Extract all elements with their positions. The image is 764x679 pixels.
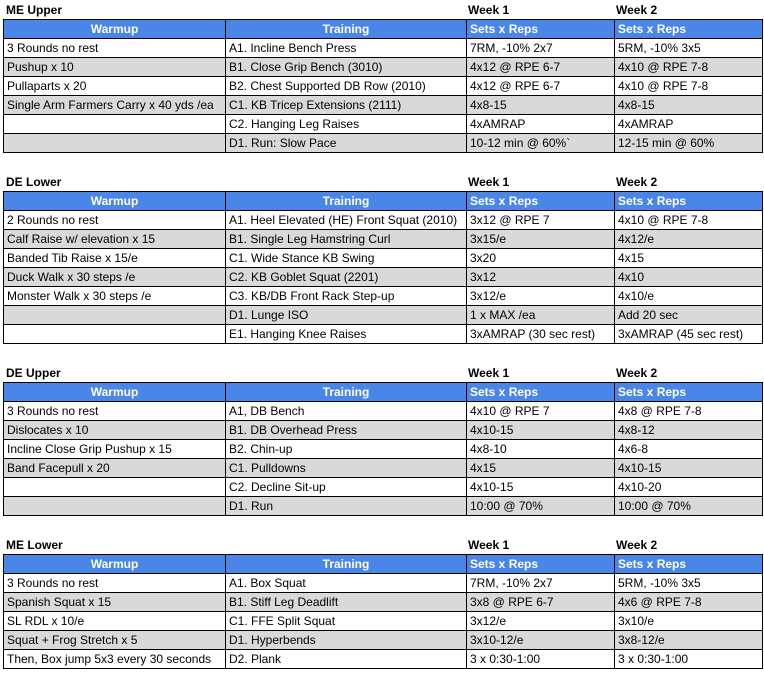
week1-cell: 7RM, -10% 2x7 — [467, 39, 615, 58]
week2-cell: 4x10 — [615, 268, 763, 287]
table-row — [4, 268, 763, 287]
week1-label: Week 1 — [468, 175, 510, 189]
block-header-row — [3, 363, 762, 382]
warmup-cell: Duck Walk x 30 steps /e — [4, 268, 226, 287]
block-spacer — [3, 153, 762, 172]
sets-header-week2: Sets x Reps — [615, 555, 763, 574]
training-table — [3, 19, 763, 153]
week1-cell: 4x10-15 — [467, 478, 615, 497]
block-spacer — [3, 516, 762, 535]
table-header-row — [4, 192, 763, 211]
table-row — [4, 96, 763, 115]
training-cell: C1. Pulldowns — [226, 459, 467, 478]
training-cell: A1. Heel Elevated (HE) Front Squat (2010) — [226, 211, 467, 230]
week1-cell: 3x20 — [467, 249, 615, 268]
training-table — [3, 191, 763, 344]
week2-cell: 3 x 0:30-1:00 — [615, 650, 763, 669]
sets-header-week1: Sets x Reps — [467, 20, 615, 39]
week1-cell: 4x10 @ RPE 7 — [467, 402, 615, 421]
warmup-cell — [4, 306, 226, 325]
training-cell: B1. Close Grip Bench (3010) — [226, 58, 467, 77]
table-row — [4, 631, 763, 650]
training-table — [3, 382, 763, 516]
table-row — [4, 230, 763, 249]
table-row — [4, 77, 763, 96]
workout-sheet — [3, 0, 762, 669]
sets-header-week2: Sets x Reps — [615, 20, 763, 39]
week2-cell: 4x10 @ RPE 7-8 — [615, 58, 763, 77]
table-row — [4, 440, 763, 459]
week2-label: Week 2 — [616, 366, 658, 380]
block-de-upper — [3, 363, 762, 516]
table-row — [4, 421, 763, 440]
week2-cell: Add 20 sec — [615, 306, 763, 325]
warmup-cell: Pushup x 10 — [4, 58, 226, 77]
table-header-row — [4, 20, 763, 39]
warmup-cell — [4, 115, 226, 134]
week1-cell: 4x8-10 — [467, 440, 615, 459]
table-row — [4, 249, 763, 268]
week1-cell: 4x12 @ RPE 6-7 — [467, 77, 615, 96]
week2-cell: 4x10 @ RPE 7-8 — [615, 211, 763, 230]
warmup-cell — [4, 478, 226, 497]
training-cell: A1, DB Bench — [226, 402, 467, 421]
warmup-cell: Dislocates x 10 — [4, 421, 226, 440]
table-row — [4, 287, 763, 306]
block-title: ME Upper — [6, 3, 63, 17]
training-cell: B1. Single Leg Hamstring Curl — [226, 230, 467, 249]
table-header-row — [4, 555, 763, 574]
training-cell: C2. Hanging Leg Raises — [226, 115, 467, 134]
training-cell: C1. FFE Split Squat — [226, 612, 467, 631]
week2-cell: 12-15 min @ 60% — [615, 134, 763, 153]
week2-label: Week 2 — [616, 538, 658, 552]
training-cell: C2. KB Goblet Squat (2201) — [226, 268, 467, 287]
warmup-cell — [4, 134, 226, 153]
training-header: Training — [226, 383, 467, 402]
week2-cell: 4x8 @ RPE 7-8 — [615, 402, 763, 421]
table-row — [4, 211, 763, 230]
training-cell: D1. Hyperbends — [226, 631, 467, 650]
table-header-row — [4, 383, 763, 402]
week1-cell: 3x15/e — [467, 230, 615, 249]
training-header: Training — [226, 20, 467, 39]
week1-cell: 3x12/e — [467, 612, 615, 631]
table-row — [4, 115, 763, 134]
table-row — [4, 39, 763, 58]
warmup-cell — [4, 325, 226, 344]
week1-cell: 4x15 — [467, 459, 615, 478]
block-title: DE Upper — [6, 366, 61, 380]
training-cell: D1. Lunge ISO — [226, 306, 467, 325]
warmup-cell: Band Facepull x 20 — [4, 459, 226, 478]
warmup-cell: Calf Raise w/ elevation x 15 — [4, 230, 226, 249]
week1-cell: 4x12 @ RPE 6-7 — [467, 58, 615, 77]
table-row — [4, 574, 763, 593]
sets-header-week2: Sets x Reps — [615, 192, 763, 211]
training-cell: D1. Run: Slow Pace — [226, 134, 467, 153]
training-cell: A1. Incline Bench Press — [226, 39, 467, 58]
week1-cell: 4x10-15 — [467, 421, 615, 440]
week1-cell: 10-12 min @ 60%` — [467, 134, 615, 153]
block-header-row — [3, 535, 762, 554]
table-row — [4, 58, 763, 77]
week1-label: Week 1 — [468, 366, 510, 380]
training-cell: C2. Decline Sit-up — [226, 478, 467, 497]
week2-cell: 4xAMRAP — [615, 115, 763, 134]
training-cell: B2. Chin-up — [226, 440, 467, 459]
week2-cell: 4x15 — [615, 249, 763, 268]
table-row — [4, 650, 763, 669]
week1-cell: 1 x MAX /ea — [467, 306, 615, 325]
table-row — [4, 134, 763, 153]
training-cell: C1. Wide Stance KB Swing — [226, 249, 467, 268]
training-header: Training — [226, 192, 467, 211]
table-row — [4, 612, 763, 631]
week1-cell: 7RM, -10% 2x7 — [467, 574, 615, 593]
warmup-cell: 3 Rounds no rest — [4, 39, 226, 58]
warmup-header: Warmup — [4, 192, 226, 211]
week2-cell: 4x10-20 — [615, 478, 763, 497]
table-row — [4, 478, 763, 497]
week2-cell: 3xAMRAP (45 sec rest) — [615, 325, 763, 344]
week2-cell: 4x8-12 — [615, 421, 763, 440]
warmup-header: Warmup — [4, 555, 226, 574]
week1-cell: 3x10-12/e — [467, 631, 615, 650]
warmup-cell: Spanish Squat x 15 — [4, 593, 226, 612]
table-row — [4, 306, 763, 325]
warmup-cell: SL RDL x 10/e — [4, 612, 226, 631]
table-row — [4, 497, 763, 516]
table-row — [4, 593, 763, 612]
sets-header-week1: Sets x Reps — [467, 383, 615, 402]
training-cell: C1. KB Tricep Extensions (2111) — [226, 96, 467, 115]
sets-header-week1: Sets x Reps — [467, 192, 615, 211]
block-spacer — [3, 344, 762, 363]
training-cell: B1. Stiff Leg Deadlift — [226, 593, 467, 612]
warmup-cell: Monster Walk x 30 steps /e — [4, 287, 226, 306]
warmup-cell: Pullaparts x 20 — [4, 77, 226, 96]
week2-cell: 4x8-15 — [615, 96, 763, 115]
block-title: ME Lower — [6, 538, 63, 552]
warmup-cell: Single Arm Farmers Carry x 40 yds /ea — [4, 96, 226, 115]
week2-label: Week 2 — [616, 3, 658, 17]
warmup-cell: Incline Close Grip Pushup x 15 — [4, 440, 226, 459]
warmup-cell: 2 Rounds no rest — [4, 211, 226, 230]
week2-cell: 5RM, -10% 3x5 — [615, 39, 763, 58]
week2-cell: 4x10-15 — [615, 459, 763, 478]
week1-cell: 4xAMRAP — [467, 115, 615, 134]
training-cell: E1. Hanging Knee Raises — [226, 325, 467, 344]
sets-header-week1: Sets x Reps — [467, 555, 615, 574]
week2-cell: 5RM, -10% 3x5 — [615, 574, 763, 593]
week2-cell: 4x10 @ RPE 7-8 — [615, 77, 763, 96]
table-row — [4, 325, 763, 344]
warmup-header: Warmup — [4, 20, 226, 39]
week1-cell: 3x8 @ RPE 6-7 — [467, 593, 615, 612]
table-row — [4, 459, 763, 478]
week1-label: Week 1 — [468, 538, 510, 552]
block-header-row — [3, 172, 762, 191]
week2-cell: 4x6-8 — [615, 440, 763, 459]
training-table — [3, 554, 763, 669]
training-cell: A1. Box Squat — [226, 574, 467, 593]
table-row — [4, 402, 763, 421]
week2-cell: 4x12/e — [615, 230, 763, 249]
week1-label: Week 1 — [468, 3, 510, 17]
week1-cell: 3xAMRAP (30 sec rest) — [467, 325, 615, 344]
training-cell: B1. DB Overhead Press — [226, 421, 467, 440]
training-header: Training — [226, 555, 467, 574]
week2-label: Week 2 — [616, 175, 658, 189]
week1-cell: 3x12 — [467, 268, 615, 287]
week2-cell: 4x6 @ RPE 7-8 — [615, 593, 763, 612]
block-me-lower — [3, 535, 762, 669]
warmup-cell — [4, 497, 226, 516]
warmup-cell: Banded Tib Raise x 15/e — [4, 249, 226, 268]
week1-cell: 3x12/e — [467, 287, 615, 306]
week1-cell: 10:00 @ 70% — [467, 497, 615, 516]
week2-cell: 3x10/e — [615, 612, 763, 631]
week1-cell: 3x12 @ RPE 7 — [467, 211, 615, 230]
warmup-cell: 3 Rounds no rest — [4, 574, 226, 593]
week2-cell: 10:00 @ 70% — [615, 497, 763, 516]
warmup-cell: Squat + Frog Stretch x 5 — [4, 631, 226, 650]
week2-cell: 3x8-12/e — [615, 631, 763, 650]
warmup-cell: 3 Rounds no rest — [4, 402, 226, 421]
block-title: DE Lower — [6, 175, 62, 189]
sets-header-week2: Sets x Reps — [615, 383, 763, 402]
block-header-row — [3, 0, 762, 19]
block-de-lower — [3, 172, 762, 344]
training-cell: D2. Plank — [226, 650, 467, 669]
block-me-upper — [3, 0, 762, 153]
warmup-cell: Then, Box jump 5x3 every 30 seconds — [4, 650, 226, 669]
training-cell: D1. Run — [226, 497, 467, 516]
week1-cell: 4x8-15 — [467, 96, 615, 115]
week2-cell: 4x10/e — [615, 287, 763, 306]
training-cell: B2. Chest Supported DB Row (2010) — [226, 77, 467, 96]
week1-cell: 3 x 0:30-1:00 — [467, 650, 615, 669]
warmup-header: Warmup — [4, 383, 226, 402]
training-cell: C3. KB/DB Front Rack Step-up — [226, 287, 467, 306]
